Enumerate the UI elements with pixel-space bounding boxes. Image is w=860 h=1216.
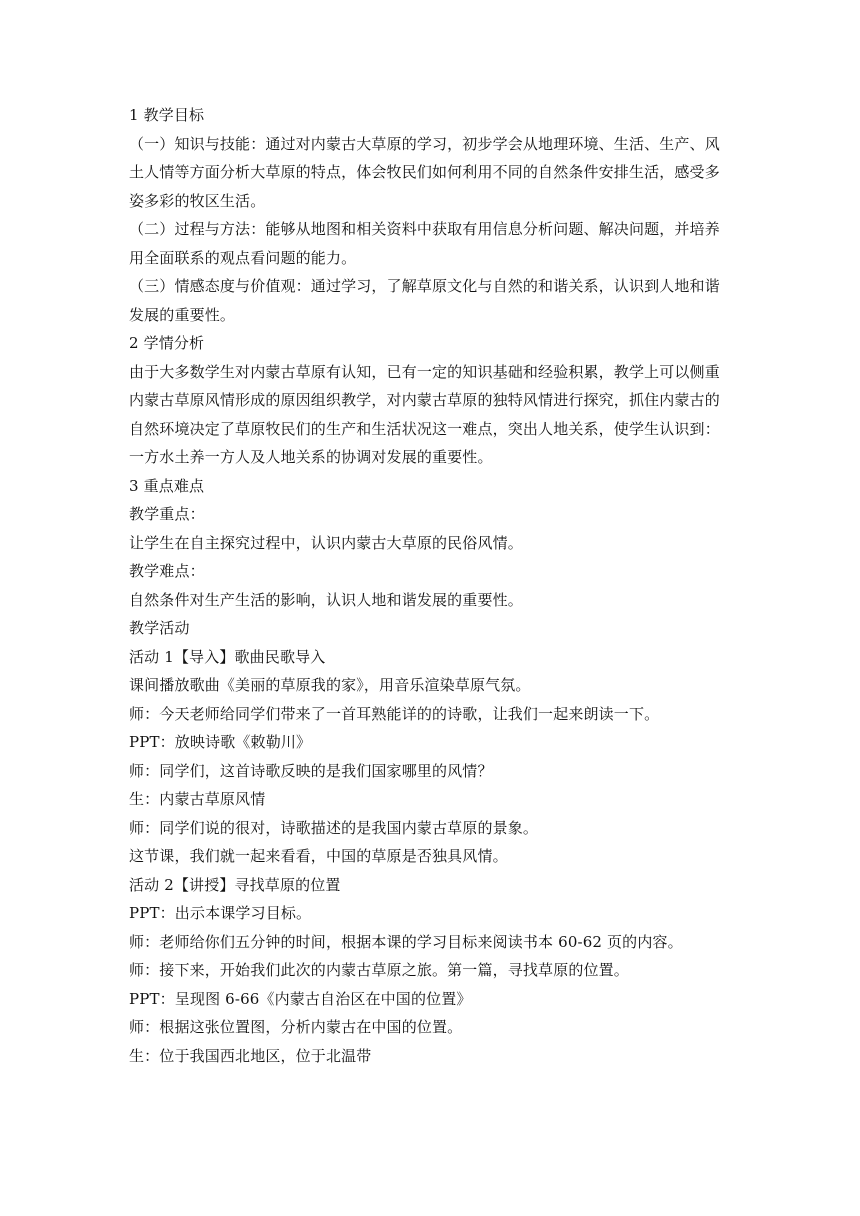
dialogue-line: 师：同学们说的很对，诗歌描述的是我国内蒙古草原的景象。 bbox=[129, 818, 539, 837]
dialogue-line: 师：根据这张位置图，分析内蒙古在中国的位置。 bbox=[129, 1018, 463, 1036]
section-heading-activities: 教学活动 bbox=[129, 619, 190, 637]
dialogue-line: PPT：呈现图 6-66《内蒙古自治区在中国的位置》 bbox=[129, 989, 472, 1008]
dialogue-line: 生：内蒙古草原风情 bbox=[129, 790, 266, 808]
dialogue-line: 师：老师给你们五分钟的时间，根据本课的学习目标来阅读书本 60-62 页的内容。 bbox=[129, 932, 683, 951]
dialogue-line: 师：今天老师给同学们带来了一首耳熟能详的的诗歌，让我们一起来朗读一下。 bbox=[129, 704, 660, 723]
paragraph-line: （三）情感态度与价值观：通过学习，了解草原文化与自然的和谐关系，认识到人地和谐 bbox=[129, 277, 720, 295]
paragraph-line: 发展的重要性。 bbox=[129, 305, 236, 324]
dialogue-line: PPT：出示本课学习目标。 bbox=[129, 904, 312, 922]
paragraph-line: 由于大多数学生对内蒙古草原有认知，已有一定的知识基础和经验积累，教学上可以侧重 bbox=[129, 362, 720, 381]
dialogue-line: 师：接下来，开始我们此次的内蒙古草原之旅。第一篇，寻找草原的位置。 bbox=[129, 961, 629, 979]
paragraph-line: 让学生在自主探究过程中，认识内蒙古大草原的民俗风情。 bbox=[129, 533, 523, 552]
subheading-key-points: 教学重点： bbox=[129, 505, 205, 523]
paragraph-line: 姿多彩的牧区生活。 bbox=[129, 191, 266, 210]
section-heading-student-analysis: 2 学情分析 bbox=[129, 334, 205, 352]
paragraph-line: 课间播放歌曲《美丽的草原我的家》，用音乐渲染草原气氛。 bbox=[129, 676, 531, 694]
paragraph-line: （二）过程与方法：能够从地图和相关资料中获取有用信息分析问题、解决问题，并培养 bbox=[129, 220, 720, 238]
paragraph-line: 自然环境决定了草原牧民们的生产和生活状况这一难点，突出人地关系，使学生认识到： bbox=[129, 419, 720, 438]
paragraph-line: 自然条件对生产生活的影响，认识人地和谐发展的重要性。 bbox=[129, 590, 523, 609]
subheading-difficulties: 教学难点： bbox=[129, 562, 205, 580]
paragraph-line: 用全面联系的观点看问题的能力。 bbox=[129, 248, 357, 267]
dialogue-line: PPT：放映诗歌《敕勒川》 bbox=[129, 733, 312, 751]
paragraph-line: 土人情等方面分析大草原的特点，体会牧民们如何利用不同的自然条件安排生活，感受多 bbox=[129, 163, 720, 181]
dialogue-line: 师：同学们，这首诗歌反映的是我们国家哪里的风情？ bbox=[129, 761, 493, 780]
section-heading-key-difficulties: 3 重点难点 bbox=[129, 476, 205, 495]
paragraph-line: （一）知识与技能：通过对内蒙古大草原的学习，初步学会从地理环境、生活、生产、风 bbox=[129, 134, 720, 153]
activity-heading-2: 活动 2【讲授】寻找草原的位置 bbox=[129, 875, 341, 894]
document-body bbox=[129, 101, 729, 1070]
paragraph-line: 一方水土养一方人及人地关系的协调对发展的重要性。 bbox=[129, 448, 493, 466]
dialogue-line: 生：位于我国西北地区，位于北温带 bbox=[129, 1046, 372, 1065]
paragraph-line: 内蒙古草原风情形成的原因组织教学，对内蒙古草原的独特风情进行探究，抓住内蒙古的 bbox=[129, 391, 720, 409]
paragraph-line: 这节课，我们就一起来看看，中国的草原是否独具风情。 bbox=[129, 847, 508, 865]
section-heading-teaching-goals: 1 教学目标 bbox=[129, 106, 205, 124]
activity-heading-1: 活动 1【导入】歌曲民歌导入 bbox=[129, 647, 326, 666]
